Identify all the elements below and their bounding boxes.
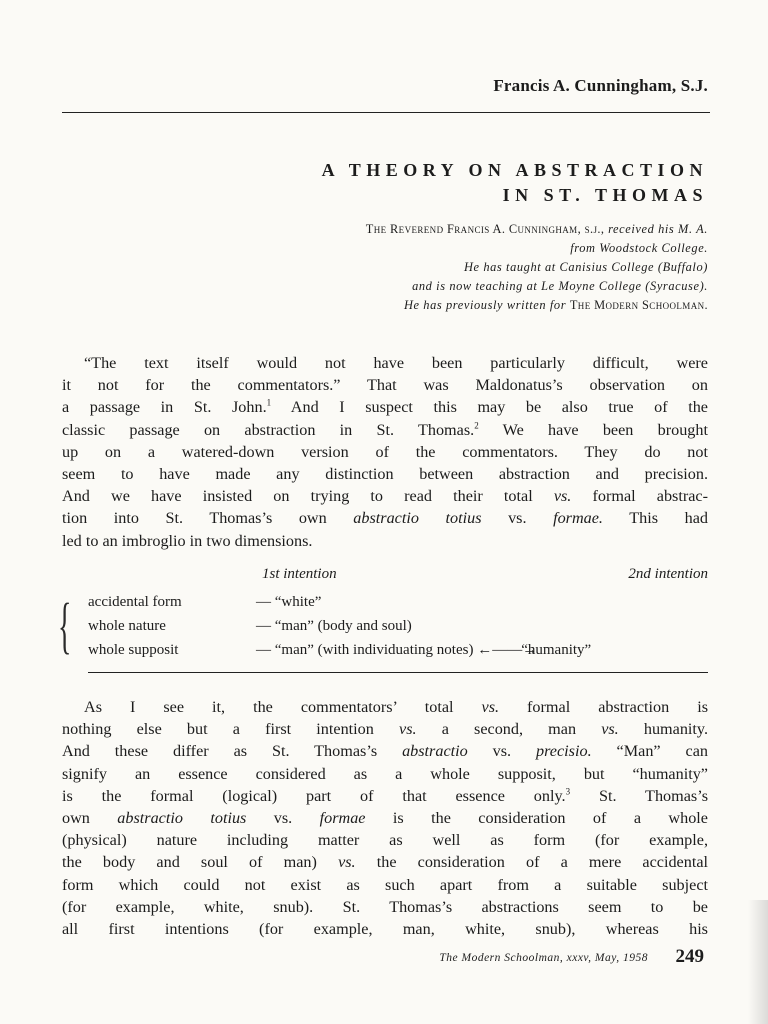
table-row [88,642,591,659]
row-term: accidental form [88,594,182,610]
bio-journal-name: The Modern Schoolman. [569,298,708,312]
p2-line-9: form which could not exist as such apart from a suitable subject [62,875,708,894]
p2-line-3: And these differ as St. Thomas’s abstractio vs. precisio. “Man” can [62,742,708,761]
p2-line-5: is the formal (logical) part of that essence only.$^3$ St. Thomas’s [62,786,709,805]
row-value: — “man” (body and soul) [256,618,412,634]
bio-degree: received his M. A. [604,222,708,236]
p1-line-6: seem to have made any distinction between abstraction and precision. [62,465,708,484]
p1-line-2: it not for the commentators.” That was Maldonatus’s observation on [62,376,708,395]
p1-line-4: classic passage on abstraction in St. Thomas.$^2$ We have been brought [62,420,708,439]
brace-icon: { [58,592,72,660]
bio-line-2: from Woodstock College. [570,241,708,255]
title-line-1: A THEORY ON ABSTRACTION [321,160,708,180]
p1-line-8: tion into St. Thomas’s own abstractio totius vs. formae. This had [62,509,708,528]
row-second-intention: “humanity” [521,642,592,658]
article-title [322,158,708,208]
p2-line-4: signify an essence considered as a whole supposit, but “humanity” [62,764,708,783]
bio-name: The Reverend Francis A. Cunningham, s.j., [365,222,605,236]
p2-line-8: the body and soul of man) vs. the consideration of a mere accidental [62,853,708,872]
table-rule [88,672,708,673]
p1-line-7: And we have insisted on trying to read their total vs. formal abstrac- [62,487,708,506]
paragraph-2 [62,696,708,940]
p2-line-11: all first intentions (for example, man, white, snub), whereas his [62,920,708,939]
row-term: whole supposit [88,642,179,658]
row-term: whole nature [88,618,166,634]
footnote-ref-3: 3 [565,786,571,797]
author-bio [366,220,708,315]
table-row [88,594,321,611]
p1-line-5: up on a watered-down version of the commentators. They do not [62,442,708,461]
p1-line-9: led to an imbroglio in two dimensions. [62,531,313,550]
footer-journal-citation: The Modern Schoolman, xxxv, May, 1958 [439,952,648,964]
double-arrow-icon: ←——→ [477,642,538,658]
bio-line-5: He has previously written for [403,298,570,312]
p2-line-1: As I see it, the commentators’ total vs. formal abstraction is [84,698,709,716]
p2-line-10: (for example, white, snub). St. Thomas’s abstractions seem to be [62,897,708,916]
header-rule [62,112,710,113]
p1-line-3: a passage in St. John.$^1$ And I suspect this may be also true of the [62,398,708,417]
p2-line-7: (physical) nature including matter as well as form (for example, [62,831,708,850]
p1-line-1: “The text itself would not have been particularly difficult, were [84,354,708,372]
footnote-ref-2: 2 [474,420,479,431]
page-edge-shadow [748,900,768,1024]
running-header-author: Francis A. Cunningham, S.J. [493,76,708,95]
row-value: — “man” (with individuating notes) [256,642,474,658]
bio-line-4: and is now teaching at Le Moyne College (Syracuse). [412,279,708,293]
footnote-ref-1: 1 [266,398,272,409]
title-line-2: IN ST. THOMAS [502,185,708,205]
bio-line-3: He has taught at Canisius College (Buffalo) [463,260,708,274]
row-value: — “white” [256,594,322,610]
p2-line-2: nothing else but a first intention vs. a second, man vs. humanity. [62,720,709,739]
first-intention-heading: 1st intention [262,566,337,582]
p2-line-6: own abstractio totius vs. formae is the consideration of a whole [62,809,708,828]
second-intention-heading: 2nd intention [628,566,708,582]
table-row [88,618,412,635]
paragraph-1 [62,352,708,552]
page-number: 249 [675,946,704,967]
